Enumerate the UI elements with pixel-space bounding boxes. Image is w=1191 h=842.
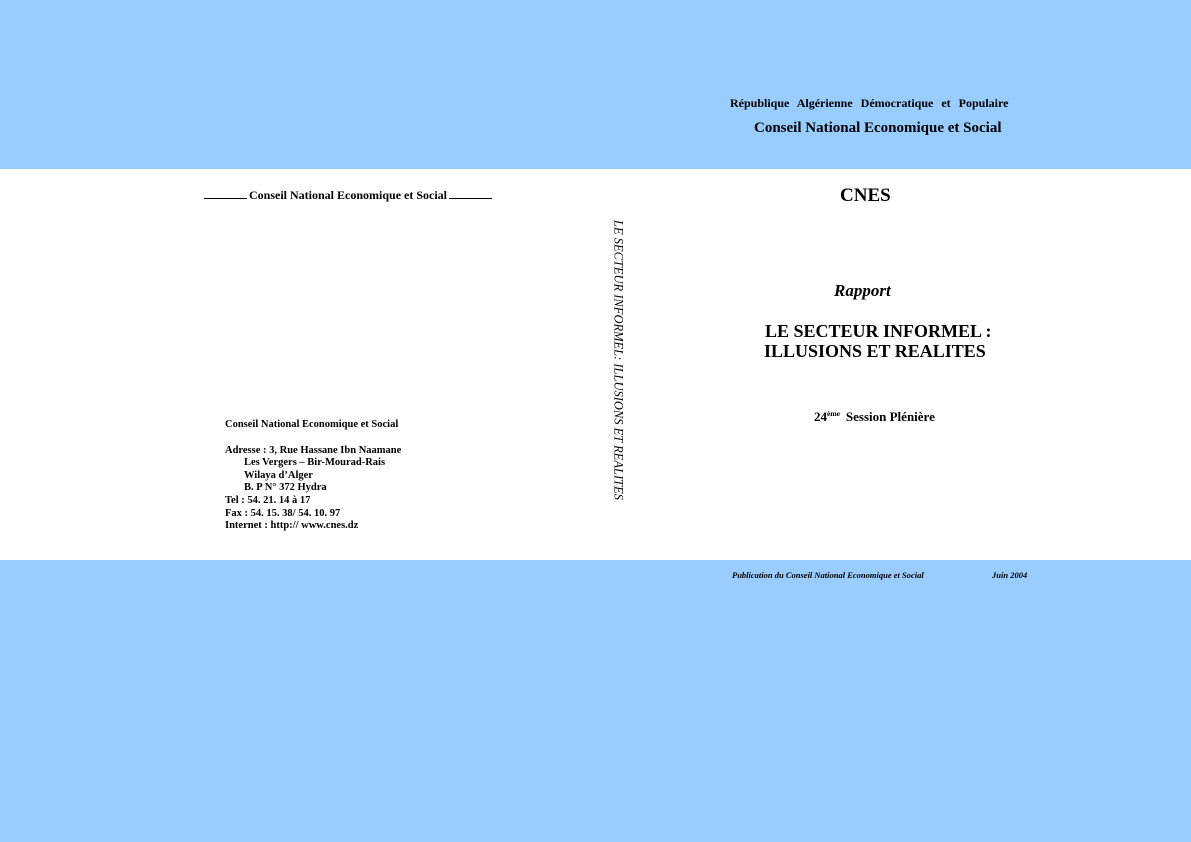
address-fax: Fax : 54. 15. 38/ 54. 10. 97 xyxy=(225,507,341,519)
address-tel: Tel : 54. 21. 14 à 17 xyxy=(225,494,311,506)
address-org: Conseil National Economique et Social xyxy=(225,419,399,430)
back-cover-header xyxy=(204,188,492,203)
cnes-acronym: CNES xyxy=(840,185,891,206)
spine-title: LE SECTEUR INFORMEL: ILLUSIONS ET REALITES xyxy=(611,220,626,500)
address-internet: Internet : http:// www.cnes.dz xyxy=(225,520,359,532)
session-suffix: ème xyxy=(827,409,840,418)
report-title-line-1: LE SECTEUR INFORMEL : xyxy=(765,321,992,341)
session-label: Session Plénière xyxy=(845,409,935,424)
address-line-1: Adresse : 3, Rue Hassane Ibn Naamane xyxy=(225,444,402,456)
session-line xyxy=(814,409,935,425)
publication-date: Juin 2004 xyxy=(992,570,1028,580)
publication-line: Publication du Conseil National Economique et Social xyxy=(732,570,924,580)
back-cover-header-text: Conseil National Economique et Social xyxy=(249,188,448,202)
session-number: 24 xyxy=(814,409,827,424)
conseil-heading: Conseil National Economique et Social xyxy=(754,120,1002,136)
address-line-3: Wilaya d’Alger xyxy=(244,469,313,481)
address-line-4: B. P N° 372 Hydra xyxy=(244,482,327,494)
report-title-line-2: ILLUSIONS ET REALITES xyxy=(764,341,986,361)
document-type: Rapport xyxy=(834,281,891,300)
address-line-2: Les Vergers – Bir-Mourad-Rais xyxy=(244,457,386,469)
address-block xyxy=(225,419,401,533)
republique-heading: République Algérienne Démocratique et Populaire xyxy=(730,96,1009,110)
top-blue-band xyxy=(0,0,1191,169)
bottom-blue-band xyxy=(0,560,1191,842)
header-rule-left xyxy=(204,198,247,199)
header-rule-right xyxy=(449,198,492,199)
